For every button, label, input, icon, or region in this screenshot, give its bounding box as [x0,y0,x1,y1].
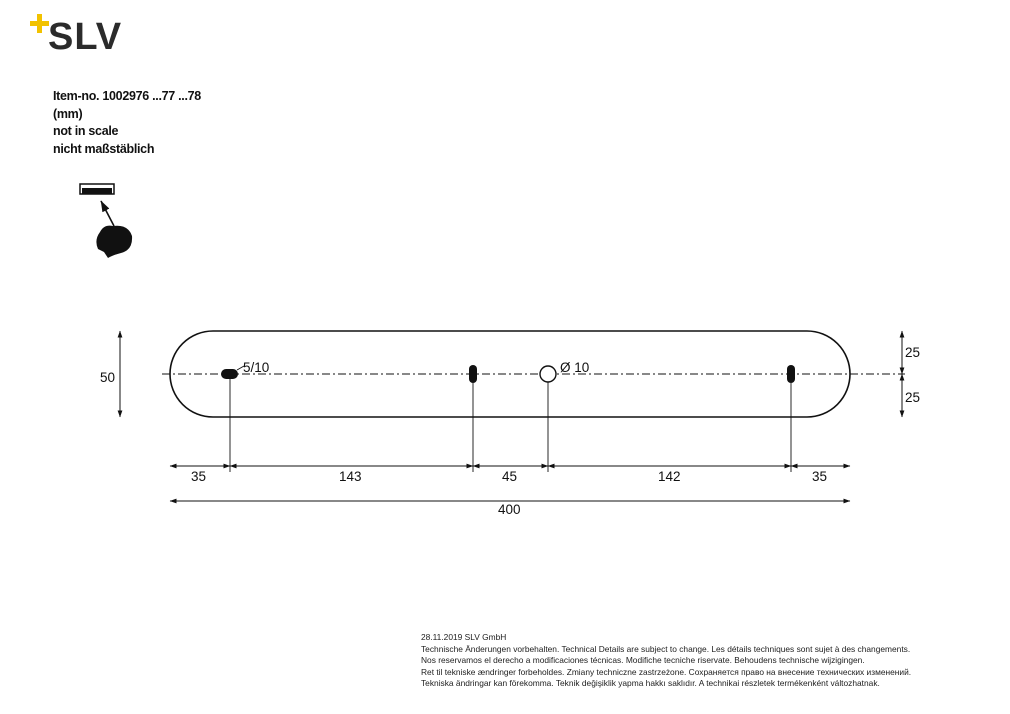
logo-text: SLV [48,16,123,58]
footer-line-2: Nos reservamos el derecho a modificaciones técnicas. Modifiche tecniche riservate. Behoudens technische wijzigingen. [421,655,865,666]
slot-left [221,369,238,379]
segment-label-5: 35 [812,469,828,484]
slot-right [787,365,795,383]
extension-lines [230,379,791,472]
height-dimension-label: 50 [100,370,116,385]
segment-label-2: 143 [339,469,362,484]
slot-center-left [469,365,477,383]
footer-line-1: Technische Änderungen vorbehalten. Technical Details are subject to change. Les détails techniques sont sujet à des changements. [421,643,911,654]
footer-line-4: Tekniska ändringar kan förekomma. Teknik değişiklik yapma hakkı saklıdır. A technikai részletek termékenként változhatnak. [421,678,880,689]
mounting-hint-icon [80,184,132,258]
half-height-bottom-label: 25 [905,390,921,405]
unit-label: (mm) [53,106,83,121]
footer-date-company: 28.11.2019 SLV GmbH [421,632,507,642]
scale-note-en: not in scale [53,124,119,138]
scale-note-de: nicht maßstäblich [53,141,155,156]
half-height-top-label: 25 [905,345,921,360]
footer-disclaimer [421,632,911,690]
hole-diameter-label: Ø 10 [560,360,590,375]
segment-label-1: 35 [191,469,207,484]
center-hole [540,366,556,382]
segment-label-3: 45 [502,469,518,484]
slot-size-label: 5/10 [243,360,270,375]
item-number: Item-no. 1002976 ...77 ...78 [53,89,201,103]
segment-label-4: 142 [658,469,681,484]
overall-length-label: 400 [498,502,521,517]
footer-line-3: Ret til tekniske ændringer forbeholdes. Zmiany techniczne zastrzeżone. Сохраняется право на внесение технических изменений. [421,666,912,677]
